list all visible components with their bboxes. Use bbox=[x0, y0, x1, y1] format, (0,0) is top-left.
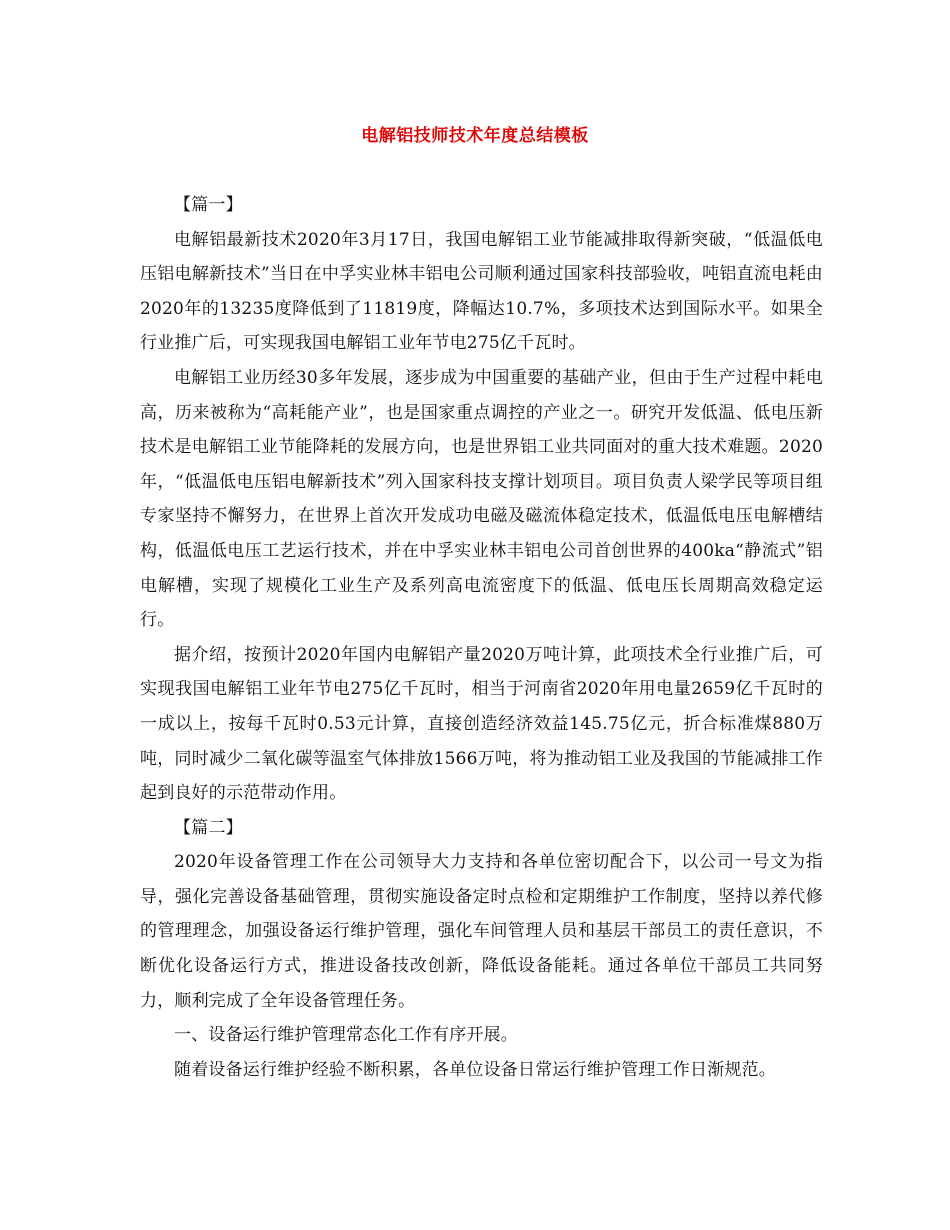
document-body bbox=[140, 188, 823, 1087]
paragraph: 据介绍，按预计2020年国内电解铝产量2020万吨计算，此项技术全行业推广后，可实现我国电解铝工业年节电275亿千瓦时，相当于河南省2020年用电量2659亿千瓦时的一成以上，按每千瓦时0.53元计算，直接创造经济效益145.75亿元，折合标准煤880万吨，同时减少二氧化碳等温室气体排放1566万吨，将为推动铝工业及我国的节能减排工作起到良好的示范带动作用。 bbox=[140, 644, 823, 804]
section-heading-1: 【篇一】 bbox=[174, 195, 243, 215]
paragraph: 随着设备运行维护经验不断积累，各单位设备日常运行维护管理工作日渐规范。 bbox=[174, 1059, 776, 1080]
subheading-paragraph: 一、设备运行维护管理常态化工作有序开展。 bbox=[174, 1025, 518, 1046]
document-title: 电解铝技师技术年度总结模板 bbox=[361, 126, 589, 146]
paragraph: 电解铝最新技术2020年3月17日，我国电解铝工业节能减排取得新突破，“低温低电压铝电解新技术”当日在中孚实业林丰铝电公司顺利通过国家科技部验收，吨铝直流电耗由2020年的13235度降低到了11819度，降幅达10.7%，多项技术达到国际水平。如果全行业推广后，可实现我国电解铝工业年节电275亿千瓦时。 bbox=[140, 229, 823, 354]
section-heading-2: 【篇二】 bbox=[174, 817, 243, 838]
paragraph: 2020年设备管理工作在公司领导大力支持和各单位密切配合下，以公司一号文为指导，强化完善设备基础管理，贯彻实施设备定时点检和定期维护工作制度，坚持以养代修的管理理念，加强设备运行维护管理，强化车间管理人员和基层干部员工的责任意识，不断优化设备运行方式，推进设备技改创新，降低设备能耗。通过各单位干部员工共同努力，顺利完成了全年设备管理任务。 bbox=[140, 852, 823, 1011]
paragraph: 电解铝工业历经30多年发展，逐步成为中国重要的基础产业，但由于生产过程中耗电高，历来被称为“高耗能产业”，也是国家重点调控的产业之一。研究开发低温、低电压新技术是电解铝工业节能降耗的发展方向，也是世界铝工业共同面对的重大技术难题。2020年，“低温低电压铝电解新技术”列入国家科技支撑计划项目。项目负责人梁学民等项目组专家坚持不懈努力，在世界上首次开发成功电磁及磁流体稳定技术，低温低电压电解槽结构，低温低电压工艺运行技术，并在中孚实业林丰铝电公司首创世界的400ka“静流式”铝电解槽，实现了规模化工业生产及系列高电流密度下的低温、低电压长周期高效稳定运行。 bbox=[140, 367, 823, 631]
